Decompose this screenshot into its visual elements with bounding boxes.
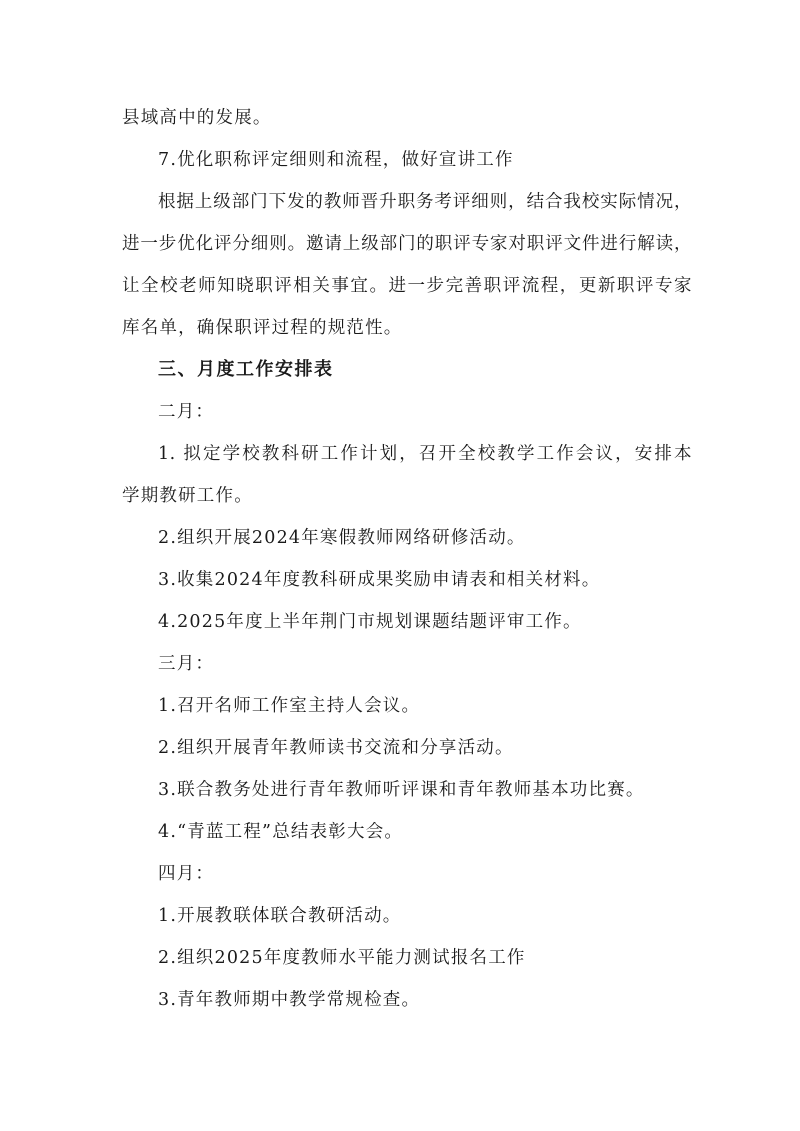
month-label-april: 四月： (158, 864, 215, 884)
item-7-paragraph-line-4: 库名单，确保职评过程的规范性。 (122, 318, 403, 338)
march-item-4: 4.“青蓝工程”总结表彰大会。 (158, 822, 404, 842)
february-item-3: 3.收集2024年度教科研成果奖励申请表和相关材料。 (158, 570, 601, 590)
item-7-title: 7.优化职称评定细则和流程，做好宣讲工作 (158, 150, 514, 170)
march-item-3: 3.联合教务处进行青年教师听评课和青年教师基本功比赛。 (158, 780, 645, 800)
month-label-march: 三月： (158, 654, 215, 674)
february-item-2: 2.组织开展2024年寒假教师网络研修活动。 (158, 528, 526, 548)
section-3-heading: 三、月度工作安排表 (158, 359, 334, 380)
paragraph-continuation: 县域高中的发展。 (122, 108, 272, 128)
february-item-1-line-1: 1. 拟定学校教科研工作计划，召开全校教学工作会议，安排本 (158, 444, 692, 464)
item-7-paragraph-line-3: 让全校老师知晓职评相关事宜。进一步完善职评流程，更新职评专家 (122, 276, 692, 296)
march-item-2: 2.组织开展青年教师读书交流和分享活动。 (158, 738, 514, 758)
item-7-paragraph-line-1: 根据上级部门下发的教师晋升职务考评细则，结合我校实际情况， (158, 192, 692, 212)
item-7-paragraph-line-2: 进一步优化评分细则。邀请上级部门的职评专家对职评文件进行解读， (122, 234, 692, 254)
april-item-2: 2.组织2025年度教师水平能力测试报名工作 (158, 948, 526, 968)
april-item-1: 1.开展教联体联合教研活动。 (158, 906, 402, 926)
march-item-1: 1.召开名师工作室主持人会议。 (158, 696, 421, 716)
april-item-3: 3.青年教师期中教学常规检查。 (158, 990, 421, 1010)
month-label-february: 二月： (158, 402, 215, 422)
february-item-1-line-2: 学期教研工作。 (122, 486, 253, 506)
february-item-4: 4.2025年度上半年荆门市规划课题结题评审工作。 (158, 612, 582, 632)
